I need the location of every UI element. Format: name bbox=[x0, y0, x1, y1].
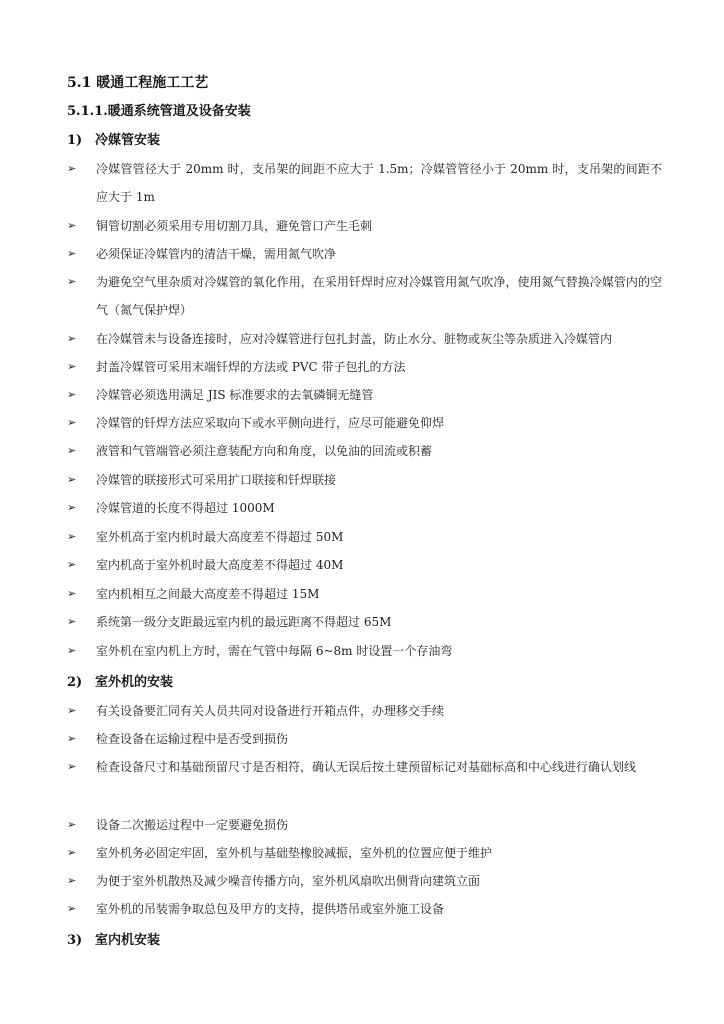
list-item bbox=[67, 753, 662, 781]
list-item bbox=[67, 523, 662, 551]
bullet-arrow-icon: ➢ bbox=[67, 644, 77, 657]
section-heading-text: 室外机的安装 bbox=[95, 675, 174, 690]
bullet-arrow-icon: ➢ bbox=[67, 558, 77, 571]
section-number: 3) bbox=[67, 933, 83, 948]
bullet-arrow-icon: ➢ bbox=[67, 473, 77, 486]
list-item-text: 有关设备要汇同有关人员共同对设备进行开箱点件，办理移交手续 bbox=[96, 704, 445, 718]
list-item bbox=[67, 409, 662, 437]
list-item bbox=[67, 697, 662, 725]
list-item bbox=[67, 268, 662, 324]
list-item bbox=[67, 839, 662, 867]
list-item-text: 在冷媒管未与设备连接时，应对冷媒管进行包扎封盖，防止水分、脏物或灰尘等杂质进入冷媒管内 bbox=[96, 332, 613, 346]
list-item bbox=[67, 608, 662, 636]
list-item bbox=[67, 551, 662, 579]
list-item-text: 冷媒管管径大于 20mm 时，支吊架的间距不应大于 1.5m；冷媒管管径小于 20mm 时，支吊架的间距不应大于 1m bbox=[96, 162, 662, 204]
list-item bbox=[67, 353, 662, 381]
bullet-arrow-icon: ➢ bbox=[67, 332, 77, 345]
bullet-arrow-icon: ➢ bbox=[67, 501, 77, 514]
bullet-arrow-icon: ➢ bbox=[67, 444, 77, 457]
list-item bbox=[67, 494, 662, 522]
list-item-text: 液管和气管端管必须注意装配方向和角度，以免油的回流或积蓄 bbox=[96, 444, 433, 458]
list-item bbox=[67, 580, 662, 608]
list-item bbox=[67, 811, 662, 839]
bullet-arrow-icon: ➢ bbox=[67, 162, 77, 175]
bullet-arrow-icon: ➢ bbox=[67, 732, 77, 745]
list-item bbox=[67, 466, 662, 494]
list-item-text: 室外机高于室内机时最大高度差不得超过 50M bbox=[96, 530, 344, 544]
section-number: 2) bbox=[67, 675, 83, 690]
list-item-text: 室外机的吊装需争取总包及甲方的支持，提供塔吊或室外施工设备 bbox=[96, 902, 445, 916]
page-title: 5.1 暖通工程施工工艺 bbox=[67, 75, 209, 91]
list-item-text: 冷媒管必须选用满足 JIS 标准要求的去氧磷铜无缝管 bbox=[96, 388, 374, 402]
list-item bbox=[67, 381, 662, 409]
bullet-arrow-icon: ➢ bbox=[67, 818, 77, 831]
section-heading-1 bbox=[67, 131, 160, 151]
list-item-text: 为避免空气里杂质对冷媒管的氧化作用，在采用钎焊时应对冷媒管用氮气吹净，使用氮气替换冷媒管内的空气（氮气保护焊） bbox=[96, 275, 662, 317]
list-item-text: 检查设备在运输过程中是否受到损伤 bbox=[96, 732, 289, 746]
list-item-text: 室内机高于室外机时最大高度差不得超过 40M bbox=[96, 558, 344, 572]
list-item bbox=[67, 240, 662, 268]
bullet-arrow-icon: ➢ bbox=[67, 615, 77, 628]
bullet-arrow-icon: ➢ bbox=[67, 247, 77, 260]
bullet-arrow-icon: ➢ bbox=[67, 275, 77, 288]
section-heading-text: 室内机安装 bbox=[95, 933, 161, 948]
subsection-title: 5.1.1.暖通系统管道及设备安装 bbox=[67, 104, 251, 119]
list-item-text: 必须保证冷媒管内的清洁干燥，需用氮气吹净 bbox=[96, 247, 337, 261]
list-item bbox=[67, 437, 662, 465]
list-item-text: 检查设备尺寸和基础预留尺寸是否相符，确认无误后按土建预留标记对基础标高和中心线进行确认划线 bbox=[96, 760, 637, 774]
list-item bbox=[67, 867, 662, 895]
list-item-text: 铜管切割必须采用专用切割刀具，避免管口产生毛刺 bbox=[96, 219, 373, 233]
list-item-text: 室外机在室内机上方时，需在气管中每隔 6~8m 时设置一个存油弯 bbox=[96, 644, 453, 658]
bullet-arrow-icon: ➢ bbox=[67, 874, 77, 887]
list-item-text: 封盖冷媒管可采用末端钎焊的方法或 PVC 带子包扎的方法 bbox=[96, 360, 406, 374]
list-item bbox=[67, 895, 662, 923]
bullet-arrow-icon: ➢ bbox=[67, 416, 77, 429]
bullet-arrow-icon: ➢ bbox=[67, 388, 77, 401]
bullet-arrow-icon: ➢ bbox=[67, 587, 77, 600]
bullet-arrow-icon: ➢ bbox=[67, 760, 77, 773]
list-item bbox=[67, 212, 662, 240]
list-item-text: 冷媒管道的长度不得超过 1000M bbox=[96, 501, 275, 515]
bullet-arrow-icon: ➢ bbox=[67, 902, 77, 915]
bullet-arrow-icon: ➢ bbox=[67, 530, 77, 543]
list-item bbox=[67, 725, 662, 753]
list-item-text: 室内机相互之间最大高度差不得超过 15M bbox=[96, 587, 320, 601]
bullet-arrow-icon: ➢ bbox=[67, 704, 77, 717]
list-item-text: 室外机务必固定牢固，室外机与基础垫橡胶减振，室外机的位置应便于维护 bbox=[96, 846, 493, 860]
section-heading-3 bbox=[67, 931, 160, 951]
section-heading-text: 冷媒管安装 bbox=[95, 133, 161, 148]
bullet-arrow-icon: ➢ bbox=[67, 846, 77, 859]
bullet-arrow-icon: ➢ bbox=[67, 360, 77, 373]
list-item bbox=[67, 325, 662, 353]
list-item-text: 为便于室外机散热及减少噪音传播方向，室外机风扇吹出侧背向建筑立面 bbox=[96, 874, 481, 888]
list-item-text: 设备二次搬运过程中一定要避免损伤 bbox=[96, 818, 289, 832]
list-item-text: 冷媒管的钎焊方法应采取向下或水平侧向进行，应尽可能避免仰焊 bbox=[96, 416, 445, 430]
bullet-arrow-icon: ➢ bbox=[67, 219, 77, 232]
list-item-text: 冷媒管的联接形式可采用扩口联接和钎焊联接 bbox=[96, 473, 337, 487]
section-heading-2 bbox=[67, 673, 173, 693]
section-number: 1) bbox=[67, 133, 83, 148]
list-item bbox=[67, 155, 662, 211]
list-item bbox=[67, 637, 662, 665]
list-item-text: 系统第一级分支距最远室内机的最远距离不得超过 65M bbox=[96, 615, 392, 629]
